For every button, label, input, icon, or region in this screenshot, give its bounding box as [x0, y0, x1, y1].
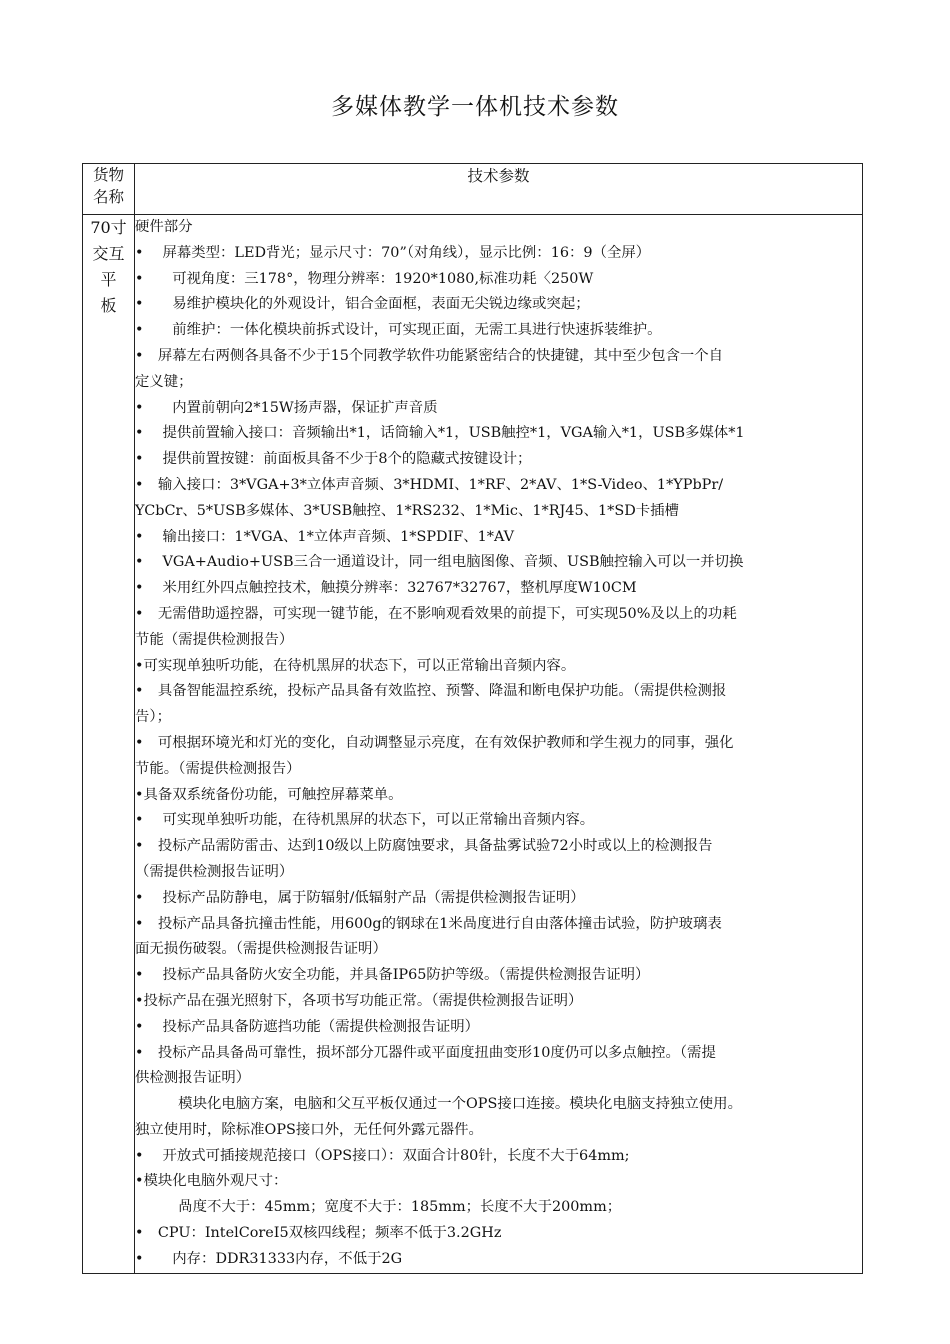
spec-line: • 开放式可插接规范接口（OPS接口）：双面合计80针，长度不大于64mm;: [135, 1147, 630, 1164]
spec-line: 硬件部分: [135, 219, 193, 235]
spec-line: • 可视角度：三178°，物理分辨率：1920*1080,标准功耗〈250W: [135, 270, 594, 287]
category-cell: [83, 215, 135, 1274]
spec-line: • CPU：IntelCoreI5双核四线程；频率不低于3.2GHz: [135, 1225, 502, 1242]
spec-line: • VGA+Audio+USB三合一通道设计，同一组电脑图像、音频、USB触控输入可以一并切换: [135, 554, 744, 571]
header-goods-name-text: 货物 名称: [92, 166, 124, 206]
spec-line: • 投标产品具备抗撞击性能，用600g的钢球在1米咼度进行自由落体撞击试验，防护玻璃表: [135, 915, 722, 932]
spec-line: 面无损伤破裂。（需提供检测报告证明）: [135, 941, 387, 958]
category-name: 70寸 交互 平 板: [90, 218, 127, 315]
spec-line: • 可实现单独听功能，在待机黑屏的状态下，可以正常输出音频内容。: [135, 812, 595, 829]
spec-line: （需提供检测报告证明）: [135, 863, 294, 880]
spec-line: • 投标产品具备咼可靠性，损坏部分兀器件或平面度扭曲变形10度仍可以多点触控。（需提: [135, 1044, 716, 1061]
spec-line: • 屏幕类型：LED背光；显示尺寸：70”（对角线），显示比例：16：9（全屏）: [135, 244, 651, 261]
header-tech-params-text: 技术参数: [467, 167, 530, 185]
table-row: [83, 215, 863, 1274]
spec-line: • 输出接口：1*VGA、1*立体声音频、1*SPDIF、1*AV: [135, 528, 515, 545]
spec-line: • 易维护模块化的外观设计，铝合金面框，表面无尖锐边缘或突起；: [135, 296, 590, 313]
spec-line: • 内存：DDR31333内存，不低于2G: [135, 1250, 403, 1267]
header-goods-name: [83, 164, 135, 215]
spec-table: [82, 163, 863, 1274]
header-tech-params: [135, 164, 863, 215]
spec-line: •具备双系统备份功能，可触控屏幕菜单。: [135, 786, 403, 803]
spec-line: •投标产品在强光照射下，各项书写功能正常。（需提供检测报告证明）: [135, 992, 583, 1009]
spec-line: 咼度不大于：45mm；宽度不大于：185mm；长度不大于200mm；: [135, 1199, 622, 1216]
spec-line: • 可根据环境光和灯光的变化，自动调整显示亮度，在有效保护教师和学生视力的同事，强化: [135, 734, 734, 751]
spec-line: • 无需借助遥控器，可实现一键节能，在不影响观看效果的前提下，可实现50%及以上的功耗: [135, 605, 737, 622]
spec-line: • 投标产品需防雷击、达到10级以上防腐蚀要求，具备盐雾试验72小时或以上的检测报告: [135, 838, 713, 855]
spec-line: • 米用红外四点触控技术，触摸分辨率：32767*32767，整机厚度W10CM: [135, 580, 637, 597]
page-title: 多媒体教学一体机技术参数: [331, 94, 619, 120]
table-header-row: [83, 164, 863, 215]
spec-line: • 投标产品具备防火安全功能，并具备IP65防护等级。（需提供检测报告证明）: [135, 967, 650, 984]
spec-line: •可实现单独听功能，在待机黑屏的状态下，可以正常输出音频内容。: [135, 657, 576, 674]
spec-line: •模块化电脑外观尺寸：: [135, 1173, 288, 1190]
spec-line: 供检测报告证明）: [135, 1070, 251, 1087]
spec-line: 模块化电脑方案，电脑和父互平板仅通过一个OPS接口连接。模块化电脑支持独立使用。: [135, 1096, 742, 1113]
spec-line: • 内置前朝向2*15W扬声器，保证扩声音质: [135, 399, 438, 416]
spec-line: 独立使用时，除标准OPS接口外，无任何外露元器件。: [135, 1121, 483, 1138]
spec-line: • 提供前置输入接口：音频输出*1，话筒输入*1，USB触控*1，VGA输入*1，USB多媒体*1: [135, 425, 745, 442]
spec-line: 节能。（需提供检测报告）: [135, 760, 301, 777]
spec-line: • 投标产品防静电，属于防辐射/低辐射产品（需提供检测报告证明）: [135, 889, 585, 906]
spec-line: 定义键；: [135, 373, 193, 390]
spec-line: • 具备智能温控系统，投标产品具备有效监控、预警、降温和断电保护功能。（需提供检测报: [135, 683, 727, 700]
spec-line: • 屏幕左右两侧各具备不少于15个同教学软件功能紧密结合的快捷键，其中至少包含一个自: [135, 347, 724, 364]
spec-line: • 输入接口：3*VGA+3*立体声音频、3*HDMI、1*RF、2*AV、1*S-Video、1*YPbPr/: [135, 476, 724, 493]
spec-line: 告）；: [135, 709, 171, 726]
spec-line: • 前维护：一体化模块前拆式设计，可实现正面，无需工具进行快速拆装维护。: [135, 322, 662, 339]
spec-line: 节能（需提供检测报告）: [135, 631, 294, 648]
spec-line: • 投标产品具备防遮挡功能（需提供检测报告证明）: [135, 1018, 480, 1035]
spec-line: YCbCr、5*USB多媒体、3*USB触控、1*RS232、1*Mic、1*RJ45、1*SD卡插槽: [135, 502, 679, 519]
spec-content: [135, 215, 863, 1274]
spec-line: • 提供前置按键：前面板具备不少于8个的隐藏式按键设计；: [135, 451, 532, 468]
